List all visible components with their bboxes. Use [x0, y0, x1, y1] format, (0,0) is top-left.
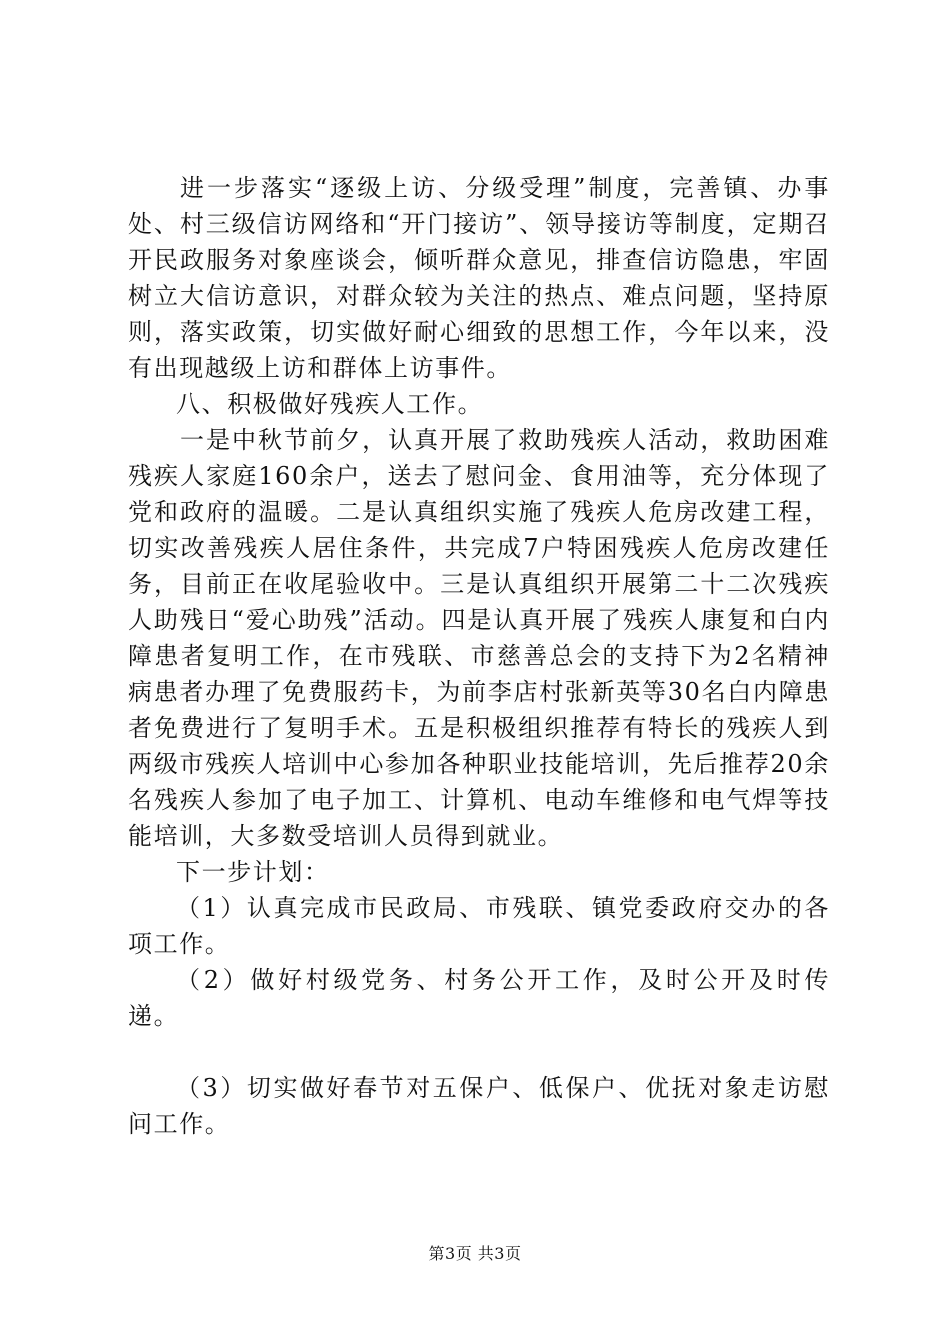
plan-item-2: （2）做好村级党务、村务公开工作，及时公开及时传递。 [128, 966, 830, 1030]
page-number-footer: 第3页 共3页 [428, 1244, 522, 1263]
paragraph-petition-work: 进一步落实“逐级上访、分级受理”制度，完善镇、办事处、村三级信访网络和“开门接访”、领导接访等制度，定期召开民政服务对象座谈会，倾听群众意见，排查信访隐患，牢固树立大信访意识，对群众较为关注的热点、难点问题，坚持原则，落实政策，切实做好耐心细致的思想工作，今年以来，没有出现越级上访和群体上访事件。 [128, 174, 830, 382]
document-body [128, 170, 830, 1142]
section-heading-disabled-work: 八、积极做好残疾人工作。 [176, 390, 484, 418]
blank-line [128, 1034, 830, 1070]
plan-item-1: （1）认真完成市民政局、市残联、镇党委政府交办的各项工作。 [128, 894, 830, 958]
paragraph-disabled-work: 一是中秋节前夕，认真开展了救助残疾人活动，救助困难残疾人家庭160余户，送去了慰问金、食用油等，充分体现了党和政府的温暖。二是认真组织实施了残疾人危房改建工程，切实改善残疾人居住条件，共完成7户特困残疾人危房改建任务，目前正在收尾验收中。三是认真组织开展第二十二次残疾人助残日“爱心助残”活动。四是认真开展了残疾人康复和白内障患者复明工作，在市残联、市慈善总会的支持下为2名精神病患者办理了免费服药卡，为前李店村张新英等30名白内障患者免费进行了复明手术。五是积极组织推荐有特长的残疾人到两级市残疾人培训中心参加各种职业技能培训，先后推荐20余名残疾人参加了电子加工、计算机、电动车维修和电气焊等技能培训，大多数受培训人员得到就业。 [128, 426, 830, 850]
plan-item-3: （3）切实做好春节对五保户、低保户、优抚对象走访慰问工作。 [128, 1074, 830, 1138]
next-plan-heading: 下一步计划： [176, 858, 330, 886]
